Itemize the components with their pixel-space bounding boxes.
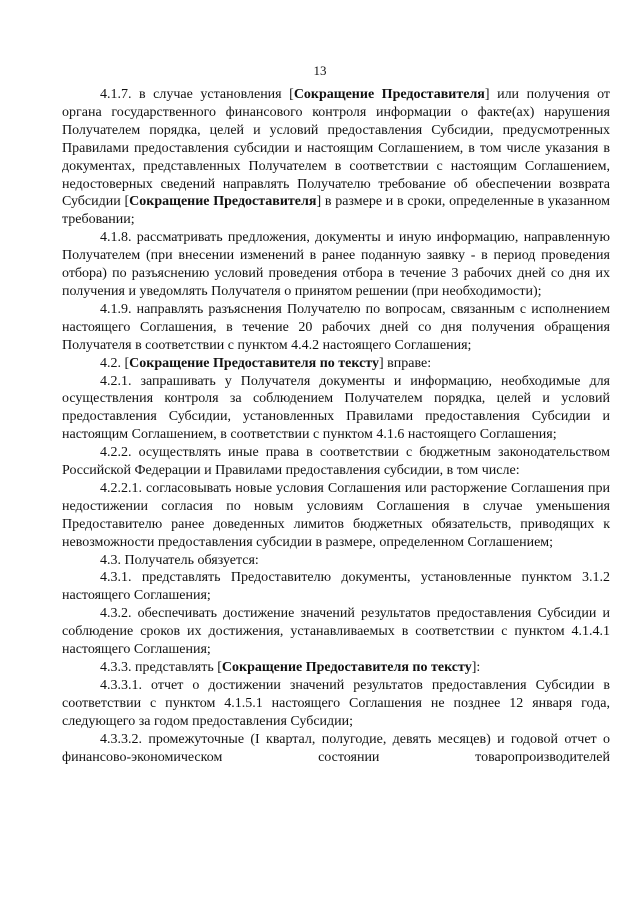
paragraph-4-1-8: 4.1.8. рассматривать предложения, документы и иную информацию, направленную Получателем (при внесении изменений в ранее поданную заявку - в период проведения отбора) по разъяснению условий проведения отбора в течение 3 рабочих дней со дня их получения и уведомлять Получателя о принятом решении (при необходимости); <box>62 230 610 299</box>
bold-placeholder: Сокращение Предоставителя <box>293 87 485 102</box>
paragraph-4-3-3-1: 4.3.3.1. отчет о достижении значений результатов предоставления Субсидии в соответствии с пунктом 4.1.5.1 настоящего Соглашения не позднее 12 января года, следующего за годом предоставления Субсидии; <box>62 677 610 729</box>
text-span: ] или получения от органа государственного финансового контроля информации о факте(ах) нарушения Получателем порядка, целей и условий предоставления Субсидии, предусмотренных Правилами предоставления субсидии и настоящим Соглашением, в том числе указания в документах, представленных Получателем в соответствии с настоящим Соглашением, недостоверных сведений направлять Получателю требование об обеспечении возврата Субсидии [ <box>62 87 611 210</box>
paragraph-4-3-1: 4.3.1. представлять Предоставителю документы, установленные пунктом 3.1.2 настоящего Соглашения; <box>62 570 610 604</box>
text-span: ]: <box>471 660 481 675</box>
paragraph-4-3-3-2: 4.3.3.2. промежуточные (I квартал, полугодие, девять месяцев) и годовой отчет о финансово-экономическом состоянии товаропроизводителей <box>62 731 610 765</box>
paragraph-4-1-9: 4.1.9. направлять разъяснения Получателю по вопросам, связанным с исполнением настоящего Соглашения, в течение 20 рабочих дней со дня получения обращения Получателя в соответствии с пунктом 4.4.2 настоящего Соглашения; <box>62 301 610 353</box>
text-span: ] в размере и в сроки, определенные в указанном требовании; <box>62 194 610 228</box>
text-span: ] вправе: <box>379 355 432 371</box>
paragraph-4-2 <box>62 355 610 373</box>
bold-placeholder: Сокращение Предоставителя по тексту <box>221 660 472 675</box>
text-span: 4.1.7. в случае установления [ <box>100 87 294 102</box>
bold-placeholder: Сокращение Предоставителя <box>129 194 317 210</box>
paragraph-4-3-2: 4.3.2. обеспечивать достижение значений результатов предоставления Субсидии и соблюдение сроков их достижения, устанавливаемых в соответствии с пунктом 4.1.4.1 настоящего Соглашения; <box>62 606 610 658</box>
paragraph-4-2-2: 4.2.2. осуществлять иные права в соответствии с бюджетным законодательством Российской Федерации и Правилами предоставления субсидии, в том числе: <box>62 445 610 479</box>
paragraph-4-3-3 <box>62 659 610 677</box>
document-body <box>62 86 610 766</box>
paragraph-4-2-2-1: 4.2.2.1. согласовывать новые условия Соглашения или расторжение Соглашения при недостижении согласия по новым условиям Соглашения в случае уменьшения Предоставителю ранее доведенных лимитов бюджетных обязательств, приводящих к невозможности предоставления субсидии в размере, определенном Соглашением; <box>62 480 610 550</box>
paragraph-4-3: 4.3. Получатель обязуется: <box>100 552 259 568</box>
bold-placeholder: Сокращение Предоставителя по тексту <box>129 355 379 371</box>
text-span: 4.3.3. представлять [ <box>100 660 222 675</box>
paragraph-4-1-7 <box>62 86 610 229</box>
text-span: 4.2. [ <box>100 355 130 371</box>
page-number: 13 <box>313 63 327 78</box>
paragraph-4-2-1: 4.2.1. запрашивать у Получателя документы и информацию, необходимые для осуществления контроля за соблюдением Получателем порядка, целей и условий предоставления Субсидии, установленных Правилами предоставления Субсидии и настоящим Соглашением, в соответствии с пунктом 4.1.6 настоящего Соглашения; <box>62 373 610 443</box>
